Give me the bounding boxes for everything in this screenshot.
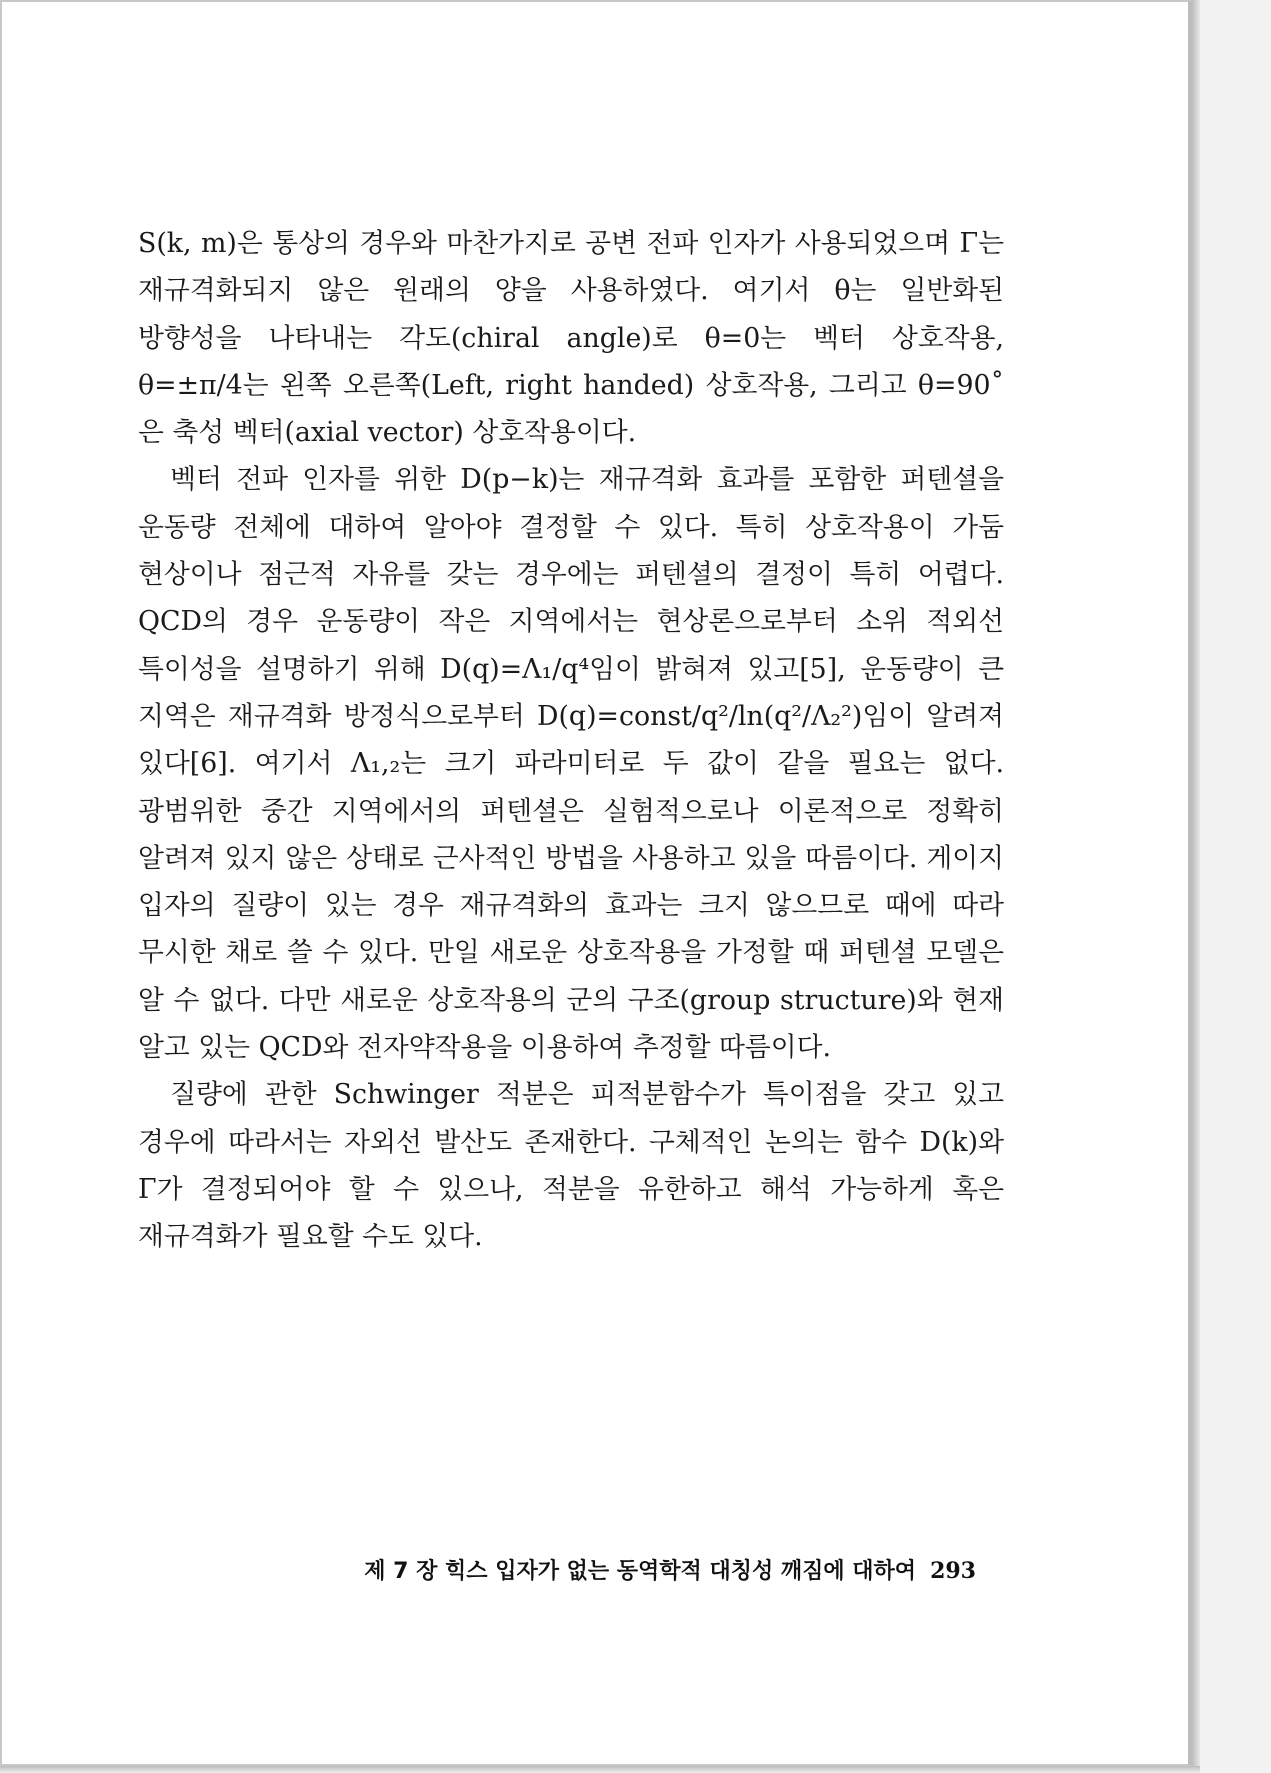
- body-text: [138, 220, 1004, 1261]
- paragraph-2: 벡터 전파 인자를 위한 D(p−k)는 재규격화 효과를 포함한 퍼텐셜을 운동량 전체에 대하여 알아야 결정할 수 있다. 특히 상호작용이 가둠 현상이나 점근적 자유를 갖는 경우에는 퍼텐셜의 결정이 특히 어렵다. QCD의 경우 운동량이 작은 지역에서는 현상론으로부터 소위 적외선 특이성을 설명하기 위해 D(q)=Λ₁/q⁴임이 밝혀져 있고[5], 운동량이 큰 지역은 재규격화 방정식으로부터 D(q)=const/q²/ln(q²/Λ₂²)임이 알려져 있다[6]. 여기서 Λ₁,₂는 크기 파라미터로 두 값이 같을 필요는 없다. 광범위한 중간 지역에서의 퍼텐셜은 실험적으로나 이론적으로 정확히 알려져 있지 않은 상태로 근사적인 방법을 사용하고 있을 따름이다. 게이지 입자의 질량이 있는 경우 재규격화의 효과는 크지 않으므로 때에 따라 무시한 채로 쓸 수 있다. 만일 새로운 상호작용을 가정할 때 퍼텐셜 모델은 알 수 없다. 다만 새로운 상호작용의 군의 구조(group structure)와 현재 알고 있는 QCD와 전자약작용을 이용하여 추정할 따름이다.: [138, 464, 1004, 1064]
- page-footer: [2, 1554, 976, 1585]
- page-edge-shadow: [1192, 0, 1200, 1766]
- page-number: 293: [930, 1558, 976, 1584]
- paragraph-1: S(k, m)은 통상의 경우와 마찬가지로 공변 전파 인자가 사용되었으며 Γ는 재규격화되지 않은 원래의 양을 사용하였다. 여기서 θ는 일반화된 방향성을 나타내는 각도(chiral angle)로 θ=0는 벡터 상호작용, θ=±π/4는 왼쪽 오른쪽(Left, right handed) 상호작용, 그리고 θ=90˚은 축성 벡터(axial vector) 상호작용이다.: [138, 228, 1004, 449]
- viewer-background: [1200, 0, 1271, 1773]
- page-bottom-shadow: [0, 1766, 1200, 1773]
- paragraph-3: 질량에 관한 Schwinger 적분은 피적분함수가 특이점을 갖고 있고 경우에 따라서는 자외선 발산도 존재한다. 구체적인 논의는 함수 D(k)와 Γ가 결정되어야 할 수 있으나, 적분을 유한하고 해석 가능하게 혹은 재규격화가 필요할 수도 있다.: [138, 1079, 1004, 1253]
- running-title: 제 7 장 힉스 입자가 없는 동역학적 대칭성 깨짐에 대하여: [364, 1559, 917, 1584]
